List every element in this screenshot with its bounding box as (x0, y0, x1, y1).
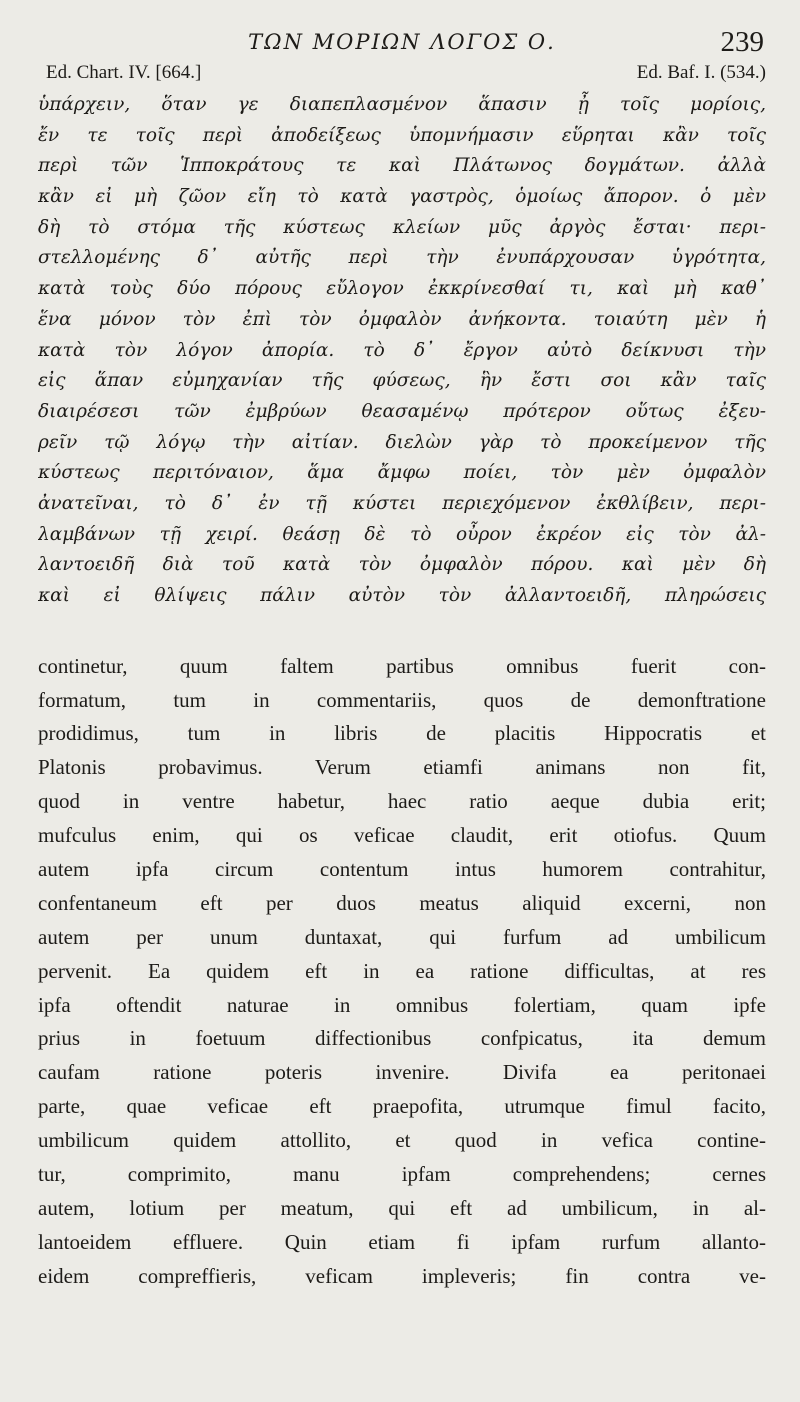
latin-text-line: mufculus enim, qui os veficae claudit, erit otiofus. Quum (38, 823, 766, 848)
latin-text-line: parte, quae veficae eft praepofita, utrumque fimul facito, (38, 1094, 766, 1119)
latin-text-line: autem ipfa circum contentum intus humorem contrahitur, (38, 857, 766, 882)
latin-text-line: tur, comprimito, manu ipfam comprehendens; cernes (38, 1162, 766, 1187)
page-number: 239 (720, 26, 764, 58)
greek-text-line: κἂν εἰ μὴ ζῶον εἴη τὸ κατὰ γαστρὸς, ὁμοίως ἄπορον. ὁ μὲν (38, 186, 766, 208)
greek-text-line: λαμβάνων τῇ χειρί. θεάσῃ δὲ τὸ οὖρον ἐκρέον εἰς τὸν ἀλ- (38, 523, 766, 545)
latin-text-line: lantoeidem effluere. Quin etiam fi ipfam rurfum allanto- (38, 1229, 766, 1254)
latin-text-line: Platonis probavimus. Verum etiamfi animans non fit, (38, 755, 766, 780)
greek-text-line: καὶ εἰ θλίψεις πάλιν αὐτὸν τὸν ἀλλαντοειδῆ, πληρώσεις (38, 585, 766, 606)
latin-text-block (38, 650, 766, 1294)
latin-text-line: eidem compreffieris, veficam impleveris; fin contra ve- (38, 1263, 766, 1288)
latin-text-line: prius in foetuum diffectionibus confpicatus, ita demum (38, 1026, 766, 1051)
latin-text-line: continetur, quum faltem partibus omnibus fuerit con- (38, 653, 766, 678)
latin-text-line: autem per unum duntaxat, qui furfum ad umbilicum (38, 924, 766, 949)
greek-text-line: κατὰ τὸν λόγον ἀπορία. τὸ δ᾽ ἔργον αὐτὸ δείκνυσι τὴν (38, 339, 766, 361)
running-title: ΤΩΝ ΜΟΡΙΩΝ ΛΟΓΟΣ Ο. (248, 30, 556, 54)
greek-text-line: λαντοειδῆ διὰ τοῦ κατὰ τὸν ὀμφαλὸν πόρου. καὶ μὲν δὴ (38, 554, 766, 576)
edition-references (38, 56, 766, 88)
greek-text-line: ἔν τε τοῖς περὶ ἀποδείξεως ὑπομνήμασιν εὕρηται κἂν τοῖς (38, 124, 766, 146)
greek-text-line: ρεῖν τῷ λόγῳ τὴν αἰτίαν. διελὼν γὰρ τὸ προκείμενον τῆς (38, 431, 766, 453)
greek-text-line: ὑπάρχειν, ὅταν γε διαπεπλασμένον ἅπασιν ᾖ τοῖς μορίοις, (38, 94, 766, 115)
latin-text-line: confentaneum eft per duos meatus aliquid excerni, non (38, 890, 766, 915)
greek-text-line: ἕνα μόνον τὸν ἐπὶ τὸν ὀμφαλὸν ἀνήκοντα. τοιαύτη μὲν ἡ (38, 308, 766, 330)
latin-text-line: ipfa oftendit naturae in omnibus folertiam, quam ipfe (38, 992, 766, 1017)
latin-text-line: umbilicum quidem attollito, et quod in vefica contine- (38, 1128, 766, 1153)
greek-text-line: δὴ τὸ στόμα τῆς κύστεως κλείων μῦς ἀργὸς ἔσται· περι- (38, 216, 766, 238)
greek-text-line: εἰς ἅπαν εὐμηχανίαν τῆς φύσεως, ἣν ἔστι σοι κἂν ταῖς (38, 370, 766, 392)
edition-basel-reference: Ed. Baf. I. (534.) (636, 62, 766, 83)
running-head (38, 26, 766, 56)
greek-text-line: κύστεως περιτόναιον, ἅμα ἄμφω ποίει, τὸν μὲν ὀμφαλὸν (38, 462, 766, 484)
greek-text-line: ἀνατεῖναι, τὸ δ᾽ ἐν τῇ κύστει περιεχόμενον ἐκθλίβειν, περι- (38, 492, 766, 514)
greek-text-line: κατὰ τοὺς δύο πόρους εὔλογον ἐκκρίνεσθαί τι, καὶ μὴ καθ᾽ (38, 278, 766, 300)
latin-text-line: pervenit. Ea quidem eft in ea ratione difficultas, at res (38, 958, 766, 983)
edition-chart-reference: Ed. Chart. IV. [664.] (46, 62, 202, 83)
latin-text-line: formatum, tum in commentariis, quos de demonftratione (38, 687, 766, 712)
latin-text-line: prodidimus, tum in libris de placitis Hippocratis et (38, 721, 766, 746)
latin-text-line: caufam ratione poteris invenire. Divifa ea peritonaei (38, 1060, 766, 1085)
greek-text-line: διαιρέσεσι τῶν ἐμβρύων θεασαμένῳ πρότερον οὕτως ἐξευ- (38, 400, 766, 422)
greek-text-block (38, 90, 766, 612)
latin-text-line: autem, lotium per meatum, qui eft ad umbilicum, in al- (38, 1195, 766, 1220)
greek-text-line: στελλομένης δ᾽ αὐτῆς περὶ τὴν ἐνυπάρχουσαν ὑγρότητα, (38, 247, 766, 269)
greek-text-line: περὶ τῶν Ἱπποκράτους τε καὶ Πλάτωνος δογμάτων. ἀλλὰ (38, 155, 766, 177)
latin-text-line: quod in ventre habetur, haec ratio aeque dubia erit; (38, 789, 766, 814)
